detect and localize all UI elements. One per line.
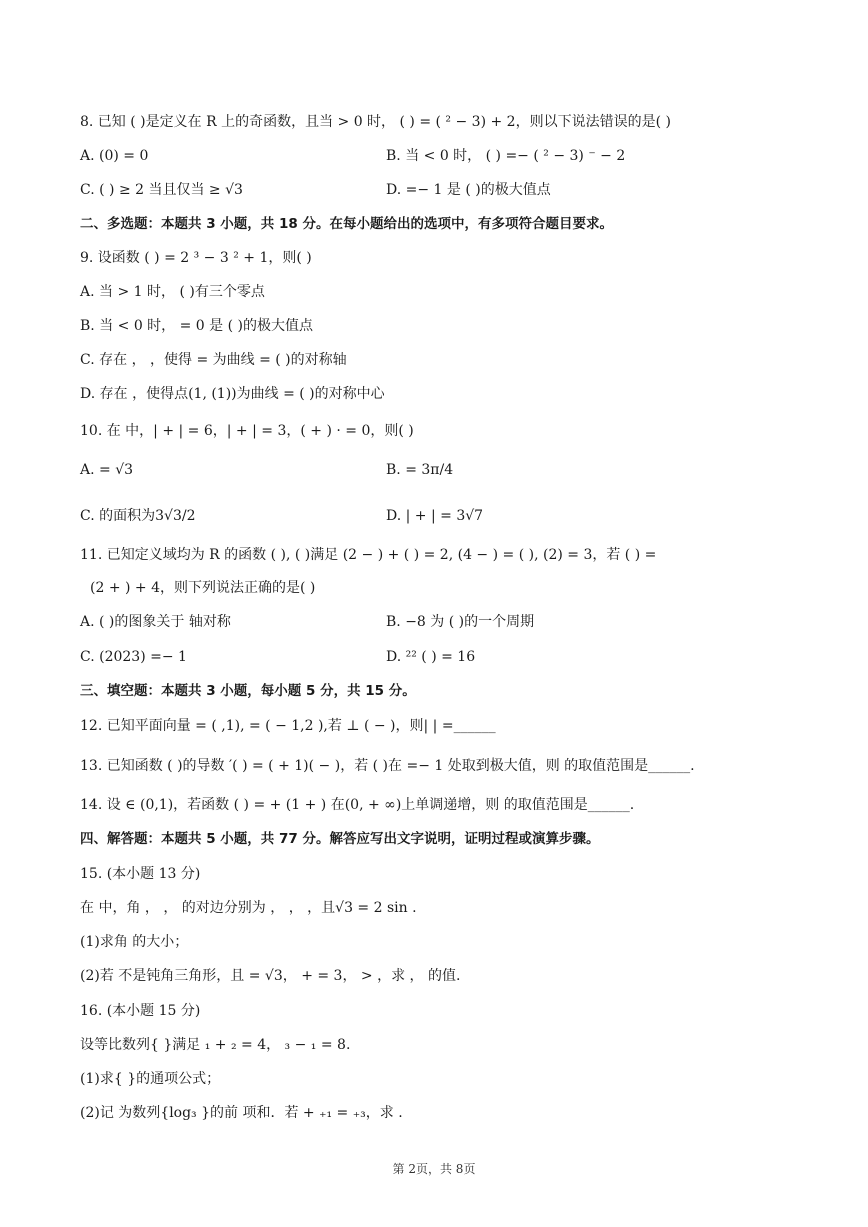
q16-stem: 设等比数列{ }满足 ₁ + ₂ = 4， ₃ − ₁ = 8. <box>80 1037 351 1053</box>
q8-option-a: A. (0) = 0 <box>80 148 149 164</box>
q9-stem: 9. 设函数 ( ) = 2 ³ − 3 ² + 1，则( ) <box>80 250 312 266</box>
q8-option-d: D. =− 1 是 ( )的极大值点 <box>386 182 551 198</box>
q11-option-a: A. ( )的图象关于 轴对称 <box>80 614 231 630</box>
q8-option-b: B. 当 < 0 时， ( ) =− ( ² − 3) ⁻ − 2 <box>386 148 626 164</box>
q15-heading: 15. (本小题 13 分) <box>80 866 201 882</box>
q10-option-c: C. 的面积为3√3/2 <box>80 508 196 524</box>
q11-stem-line2: (2 + ) + 4，则下列说法正确的是( ) <box>90 580 316 596</box>
q15-part1: (1)求角 的大小； <box>80 934 189 950</box>
q9-option-c: C. 存在 ， ，使得 = 为曲线 = ( )的对称轴 <box>80 352 347 368</box>
q9-option-d: D. 存在 ，使得点(1, (1))为曲线 = ( )的对称中心 <box>80 386 385 402</box>
q15-stem: 在 中，角 ， ， 的对边分别为 ， ， ，且√3 = 2 sin . <box>80 900 417 916</box>
q10-stem: 10. 在 中，| + | = 6，| + | = 3，( + ) · = 0，则( ) <box>80 423 414 439</box>
q11-option-b: B. −8 为 ( )的一个周期 <box>386 614 535 630</box>
section-heading-multi-choice: 二、多选题：本题共 3 小题，共 18 分。在每小题给出的选项中，有多项符合题目要求。 <box>80 216 613 232</box>
q16-part1: (1)求{ }的通项公式； <box>80 1071 221 1087</box>
q10-option-d: D. | + | = 3√7 <box>386 508 484 524</box>
q9-option-a: A. 当 > 1 时， ( )有三个零点 <box>80 284 265 300</box>
q13: 13. 已知函数 ( )的导数 ′( ) = ( + 1)( − )，若 ( )在 =− 1 处取到极大值，则 的取值范围是______. <box>80 758 695 774</box>
q12: 12. 已知平面向量 = ( ,1), = ( − 1,2 ),若 ⊥ ( − )，则| | =______ <box>80 718 496 734</box>
q11-option-d: D. ²² ( ) = 16 <box>386 649 476 665</box>
q8-option-c: C. ( ) ≥ 2 当且仅当 ≥ √3 <box>80 182 243 198</box>
q8-stem: 8. 已知 ( )是定义在 R 上的奇函数，且当 > 0 时， ( ) = ( ² − 3) + 2，则以下说法错误的是( ) <box>80 114 671 130</box>
q10-option-a: A. = √3 <box>80 462 134 478</box>
q11-stem-line1: 11. 已知定义域均为 R 的函数 ( ), ( )满足 (2 − ) + ( ) = 2, (4 − ) = ( ), (2) = 3，若 ( ) = <box>80 547 657 563</box>
q15-part2: (2)若 不是钝角三角形，且 = √3， + = 3， > ，求 ， 的值. <box>80 968 461 984</box>
q9-option-b: B. 当 < 0 时， = 0 是 ( )的极大值点 <box>80 318 313 334</box>
section-heading-fill-in: 三、填空题：本题共 3 小题，每小题 5 分，共 15 分。 <box>80 683 416 699</box>
q14: 14. 设 ∈ (0,1)，若函数 ( ) = + (1 + ) 在(0, + ∞)上单调递增，则 的取值范围是______. <box>80 797 635 813</box>
page-footer: 第 2页，共 8页 <box>392 1162 476 1176</box>
q10-option-b: B. = 3π/4 <box>386 462 454 478</box>
section-heading-solutions: 四、解答题：本题共 5 小题，共 77 分。解答应写出文字说明，证明过程或演算步骤。 <box>80 831 600 847</box>
q16-part2: (2)记 为数列{log₃ }的前 项和．若 + ₊₁ = ₊₃，求 . <box>80 1105 403 1121</box>
q16-heading: 16. (本小题 15 分) <box>80 1003 201 1019</box>
q11-option-c: C. (2023) =− 1 <box>80 649 187 665</box>
